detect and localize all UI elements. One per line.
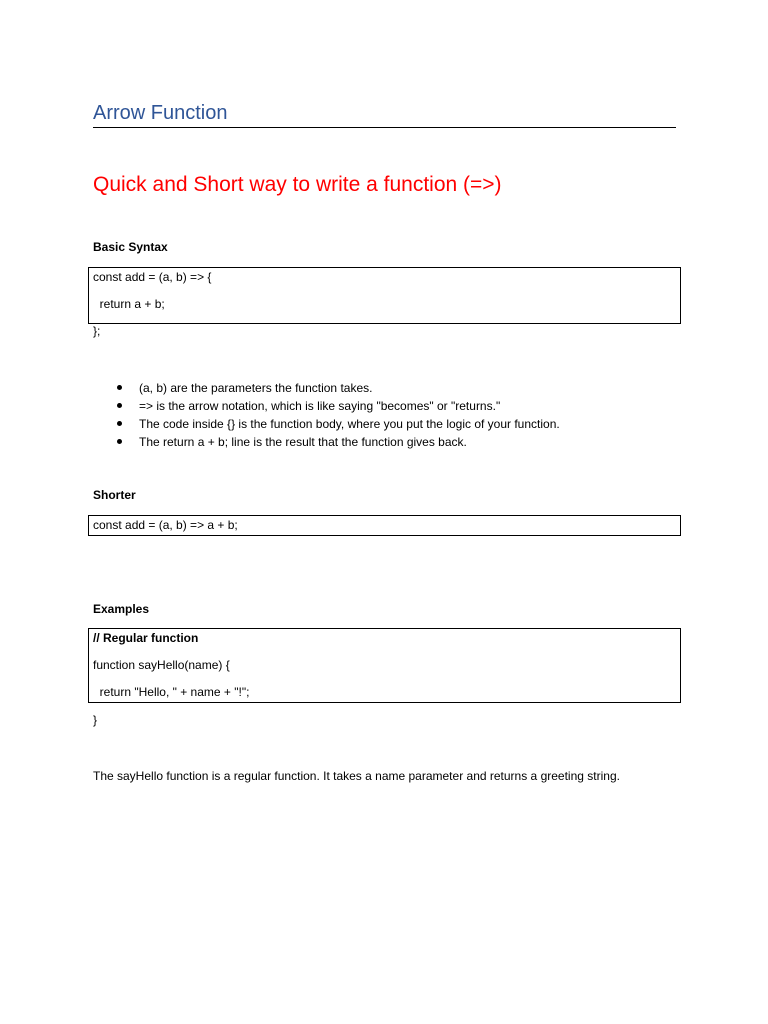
document-title: Arrow Function [93,102,228,124]
code-line: return a + b; [93,297,165,311]
code-line: }; [93,324,101,338]
shorter-heading: Shorter [93,488,136,502]
code-line: const add = (a, b) => a + b; [93,518,238,532]
list-item-text: The return a + b; line is the result that the function gives back. [139,435,467,449]
list-item-text: (a, b) are the parameters the function takes. [139,381,373,395]
code-line: function sayHello(name) { [93,658,230,672]
list-item-text: => is the arrow notation, which is like saying "becomes" or "returns." [139,399,501,413]
description-paragraph: The sayHello function is a regular function. It takes a name parameter and returns a greeting string. [93,769,620,783]
bullet-icon [117,439,122,444]
bullet-icon [117,385,122,390]
code-line: const add = (a, b) => { [93,270,212,284]
bullet-icon [117,403,122,408]
code-line: return "Hello, " + name + "!"; [93,685,250,699]
document-subtitle: Quick and Short way to write a function (=>) [93,173,502,196]
list-item-text: The code inside {} is the function body, where you put the logic of your function. [139,417,560,431]
examples-heading: Examples [93,602,150,616]
basic-syntax-heading: Basic Syntax [93,240,168,254]
title-underline [93,127,676,128]
code-comment: // Regular function [93,631,199,645]
bullet-icon [117,421,122,426]
code-line: } [93,713,98,727]
